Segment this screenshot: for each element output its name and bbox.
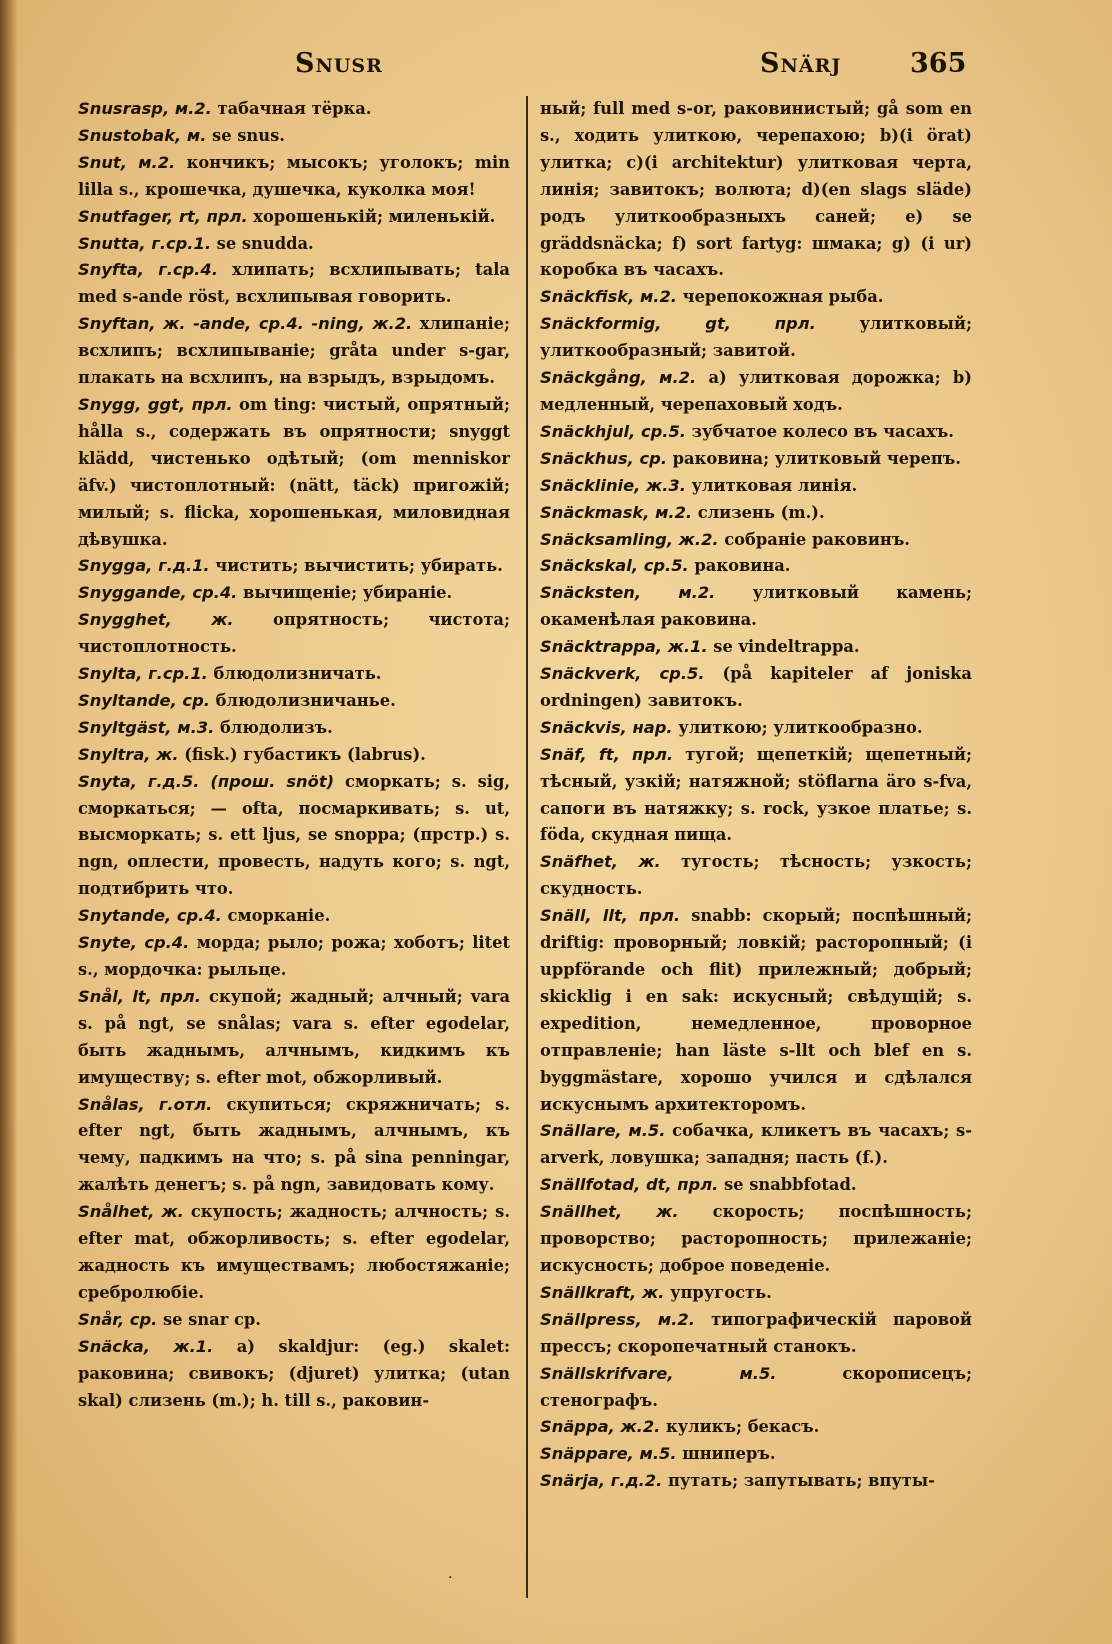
entry-headword: Snutta, г.ср.1.: [78, 233, 212, 253]
entry-headword: Snällkraft, ж.: [540, 1282, 665, 1302]
entry-headword: Snut, м.2.: [78, 152, 176, 172]
entry-headword: Snyggande, ср.4.: [78, 583, 238, 603]
dictionary-entry: [78, 1307, 510, 1334]
dictionary-entry: [78, 311, 510, 392]
dictionary-entry: [78, 688, 510, 715]
dictionary-entry: [78, 553, 510, 580]
dictionary-entry: [540, 715, 972, 742]
entry-definition: морда; рыло; рожа; хоботъ; litet s., мордочка: рыльце.: [78, 933, 510, 979]
entry-headword: Snällare, м.5.: [540, 1121, 666, 1141]
entry-headword: Snygga, г.д.1.: [78, 556, 210, 576]
entry-headword: Snyltra, ж.: [78, 744, 179, 764]
entry-definition: куликъ; бекасъ.: [660, 1417, 820, 1437]
dictionary-entry: [540, 284, 972, 311]
dictionary-entry: [540, 1414, 972, 1441]
entry-headword: Snålhet, ж.: [78, 1202, 184, 1222]
entry-headword: Snäckverk, ср.5.: [540, 664, 705, 684]
entry-definition: улитковый камень; окаменѣлая раковина.: [540, 583, 972, 630]
entry-definition: скорость; поспѣшность; проворство; расторопность; прилежаніе; искусность; доброе поведеніе.: [540, 1202, 972, 1275]
entry-headword: Snår, ср.: [78, 1309, 158, 1329]
entry-definition: (fisk.) губастикъ (labrus).: [178, 744, 426, 764]
entry-definition: сморкать; s. sig, сморкаться; — ofta, посмаркивать; s. ut, высморкать; s. ett ljus, se snoppa; (прстр.) s. ngn, оплести, провесть, надуть кого; s. ngt, подтибрить что.: [78, 771, 510, 899]
entry-definition: snabb: скорый; поспѣшный; driftig: проворный; ловкій; расторопный; (i uppförande och flit) прилежный; добрый; skicklig i en sak: искусный; свѣдущій; s. expedition, немедленное, проворное отправленіе; han läste s-llt och blef en s. byggmästare, хорошо учился и сдѣлался искуснымъ архитекторомъ.: [540, 906, 972, 1114]
dictionary-entry: [540, 1441, 972, 1468]
entry-definition: кончикъ; мысокъ; уголокъ; min lilla s., крошечка, душечка, куколка моя!: [78, 152, 510, 199]
entry-headword: Snällfotad, dt, прл.: [540, 1175, 719, 1195]
dictionary-entry: [540, 1280, 972, 1307]
entry-definition: скупость; жадность; алчность; s. efter mat, обжорливость; s. efter egodelar, жадность къ имуществамъ; любостяжаніе; сребролюбіе.: [78, 1202, 510, 1302]
entry-headword: Snustobak, м.: [78, 125, 207, 145]
entry-definition: собраніе раковинъ.: [718, 529, 910, 549]
entry-headword: Snäckfisk, м.2.: [540, 287, 677, 307]
entry-headword: Snäckgång, м.2.: [540, 368, 697, 388]
entry-definition: хорошенькій; миленькій.: [247, 206, 496, 226]
entry-definition: se snudda.: [211, 233, 314, 253]
dictionary-entry: [540, 446, 972, 473]
dictionary-entry: [78, 661, 510, 688]
entry-definition: скупой; жадный; алчный; vara s. på ngt, se snålas; vara s. efter egodelar, быть жаднымъ, алчнымъ, кидкимъ къ имуществу; s. efter mot, обжорливый.: [78, 986, 511, 1087]
entry-definition: se snus.: [206, 125, 285, 145]
dictionary-entry: [540, 1172, 972, 1199]
entry-headword: Snyltgäst, м.3.: [78, 717, 215, 737]
page-edge-shadow: [0, 0, 18, 1644]
dictionary-entry: [540, 419, 972, 446]
dictionary-entry: [78, 1092, 510, 1200]
dictionary-entry: [540, 473, 972, 500]
entry-definition: хлипаніе; всхлипъ; всхлипываніе; gråta under s-gar, плакать на всхлипъ, на взрыдъ, взрыдомъ.: [78, 314, 510, 388]
entry-definition: типографическій паровой прессъ; скоропечатный станокъ.: [540, 1309, 972, 1356]
dictionary-entry: [78, 769, 510, 904]
entry-headword: Snål, lt, прл.: [78, 986, 201, 1006]
entry-definition: собачка, кликетъ въ часахъ; s-arverk, ловушка; западня; пасть (f.).: [540, 1121, 972, 1168]
entry-headword: Snäcka, ж.1.: [78, 1336, 214, 1356]
entry-definition: блюдолизничать.: [207, 664, 382, 684]
entry-headword: Snytande, ср.4.: [78, 906, 222, 926]
dictionary-entry: [540, 311, 972, 365]
entry-headword: Snylta, г.ср.1.: [78, 664, 208, 684]
entry-definition: улитковая линія.: [685, 475, 858, 495]
dictionary-entry: [540, 500, 972, 527]
dictionary-entry: [540, 580, 972, 634]
entry-definition: раковина; улитковый черепъ.: [667, 448, 961, 468]
entry-definition: блюдолизничанье.: [209, 690, 396, 710]
entry-definition: se snar ср.: [157, 1309, 261, 1329]
entry-definition: тугость; тѣсность; узкость; скудность.: [540, 852, 972, 899]
dictionary-entry: [78, 984, 510, 1092]
dictionary-entry: [78, 742, 510, 769]
entry-headword: Snyftan, ж. -ande, ср.4. -ning, ж.2.: [78, 314, 413, 334]
entry-definition: улиткою; улиткообразно.: [672, 717, 923, 737]
entry-headword: Snäckvis, нар.: [540, 717, 673, 737]
entry-definition: ный; full med s-or, раковинистый; gå som en s., ходить улиткою, черепахою; b)(i örat) улитка; c)(i architektur) улитковая черта, линія; завитокъ; волюта; d)(en slags släde) родъ улиткообразныхъ саней; e) se gräddsnäcka; f) sort fartyg: шмака; g) (i ur) коробка въ часахъ.: [540, 99, 972, 280]
print-mark: ·: [448, 1570, 453, 1586]
entry-definition: (på kapiteler af joniska ordningen) завитокъ.: [540, 664, 972, 710]
dictionary-entry: [540, 1199, 972, 1280]
entry-definition: скорописецъ; стенографъ.: [540, 1363, 972, 1410]
dictionary-entry: [540, 553, 972, 580]
entry-definition: a) skaldjur: (eg.) skalet: раковина; свивокъ; (djuret) улитка; (utan skal) слизень (m.); h. till s., раковин-: [78, 1336, 510, 1410]
entry-headword: Snusrasp, м.2.: [78, 99, 212, 118]
dictionary-entry: [540, 527, 972, 554]
dictionary-entry: [540, 1118, 972, 1172]
dictionary-entry: [78, 96, 510, 123]
entry-headword: Snäll, llt, прл.: [540, 906, 681, 926]
dictionary-entry: [540, 849, 972, 903]
entry-headword: Snällskrifvare, м.5.: [540, 1363, 777, 1383]
left-column: [78, 96, 510, 1414]
dictionary-entry: [540, 96, 972, 284]
entry-headword: Snäcktrappa, ж.1.: [540, 637, 708, 657]
entry-definition: a) улитковая дорожка; b) медленный, черепаховый ходъ.: [540, 368, 972, 414]
entry-headword: Snyta, г.д.5. (прош. snöt): [78, 771, 335, 791]
left-running-head: Snusr: [295, 48, 383, 79]
entry-headword: Snyfta, г.ср.4.: [78, 260, 218, 280]
dictionary-entry: [78, 392, 510, 553]
entry-headword: Snålas, г.отл.: [78, 1094, 213, 1114]
entry-headword: Snygg, ggt, прл.: [78, 394, 233, 414]
dictionary-entry: [540, 1307, 972, 1361]
right-running-head: Snärj: [760, 48, 842, 79]
dictionary-entry: [78, 715, 510, 742]
dictionary-entry: [540, 634, 972, 661]
entry-headword: Snyltande, ср.: [78, 690, 210, 710]
entry-headword: Snutfager, rt, прл.: [78, 206, 248, 226]
entry-definition: вычищеніе; убираніе.: [237, 583, 453, 603]
entry-headword: Snäfhet, ж.: [540, 852, 661, 872]
dictionary-entry: [78, 580, 510, 607]
dictionary-entry: [78, 930, 510, 984]
entry-definition: se vindeltrappa.: [707, 637, 860, 657]
entry-definition: om ting: чистый, опрятный; hålla s., содержать въ опрятности; snyggt klädd, чистенько одѣтый; (om menniskor äfv.) чистоплотный: (nätt, täck) пригожій; милый; s. flicka, хорошенькая, миловидная дѣвушка.: [78, 394, 510, 549]
page-number: 365: [910, 48, 967, 79]
entry-definition: слизень (m.).: [692, 502, 825, 522]
dictionary-entry: [540, 661, 972, 715]
entry-headword: Snäckhus, ср.: [540, 448, 667, 468]
entry-headword: Snäcklinie, ж.3.: [540, 475, 686, 495]
dictionary-entry: [78, 1334, 510, 1415]
dictionary-entry: [78, 607, 510, 661]
entry-headword: Snäppare, м.5.: [540, 1444, 677, 1464]
entry-headword: Snäf, ft, прл.: [540, 744, 674, 764]
entry-definition: блюдолизъ.: [214, 717, 333, 737]
entry-definition: чистить; вычистить; убирать.: [209, 556, 503, 576]
dictionary-entry: [78, 150, 510, 204]
column-divider: [526, 96, 528, 1598]
dictionary-entry: [540, 365, 972, 419]
entry-definition: путать; запутывать; впуты-: [662, 1471, 935, 1491]
dictionary-entry: [540, 903, 972, 1118]
entry-definition: сморканіе.: [221, 906, 331, 926]
entry-headword: Snällpress, м.2.: [540, 1309, 695, 1329]
entry-definition: раковина.: [688, 556, 791, 576]
entry-definition: скупиться; скряжничать; s. efter ngt, быть жаднымъ, алчнымъ, къ чему, падкимъ на что; s. på sina penningar, жалѣть денегъ; s. på ngn, завидовать кому.: [78, 1094, 510, 1195]
entry-definition: se snabbfotad.: [718, 1175, 857, 1195]
entry-headword: Snäckmask, м.2.: [540, 502, 693, 522]
dictionary-entry: [540, 1361, 972, 1415]
entry-headword: Snäcksamling, ж.2.: [540, 529, 719, 549]
entry-definition: упругость.: [664, 1282, 772, 1302]
dictionary-entry: [78, 903, 510, 930]
entry-definition: хлипать; всхлипывать; tala med s-ande röst, всхлипывая говорить.: [78, 260, 510, 307]
entry-headword: Snäckskal, ср.5.: [540, 556, 689, 576]
entry-headword: Snäckhjul, ср.5.: [540, 421, 686, 441]
page-header: [0, 48, 1112, 88]
entry-definition: черепокожная рыба.: [676, 287, 884, 307]
entry-definition: табачная тёрка.: [211, 99, 372, 118]
dictionary-entry: [78, 123, 510, 150]
entry-headword: Snäppa, ж.2.: [540, 1417, 661, 1437]
entry-headword: Snygghet, ж.: [78, 610, 234, 630]
entry-headword: Snäckformig, gt, прл.: [540, 314, 816, 334]
dictionary-entry: [540, 742, 972, 850]
dictionary-entry: [78, 231, 510, 258]
dictionary-entry: [78, 204, 510, 231]
entry-headword: Snäcksten, м.2.: [540, 583, 716, 603]
entry-definition: зубчатое колесо въ часахъ.: [685, 421, 954, 441]
entry-headword: Snärja, г.д.2.: [540, 1471, 663, 1491]
entry-definition: шниперъ.: [676, 1444, 776, 1464]
entry-definition: тугой; щепеткій; щепетный; тѣсный, узкій; натяжной; stöflarna äro s-fva, сапоги въ натяжку; s. rock, узкое платье; s. föda, скудная пища.: [540, 744, 972, 845]
dictionary-entry: [540, 1468, 972, 1495]
dictionary-entry: [78, 1199, 510, 1307]
entry-headword: Snyte, ср.4.: [78, 933, 190, 953]
entry-definition: опрятность; чистота; чистоплотность.: [78, 610, 510, 657]
dictionary-entry: [78, 257, 510, 311]
right-column: [540, 96, 972, 1495]
entry-definition: улитковый; улиткообразный; завитой.: [540, 314, 972, 361]
entry-headword: Snällhet, ж.: [540, 1202, 679, 1222]
